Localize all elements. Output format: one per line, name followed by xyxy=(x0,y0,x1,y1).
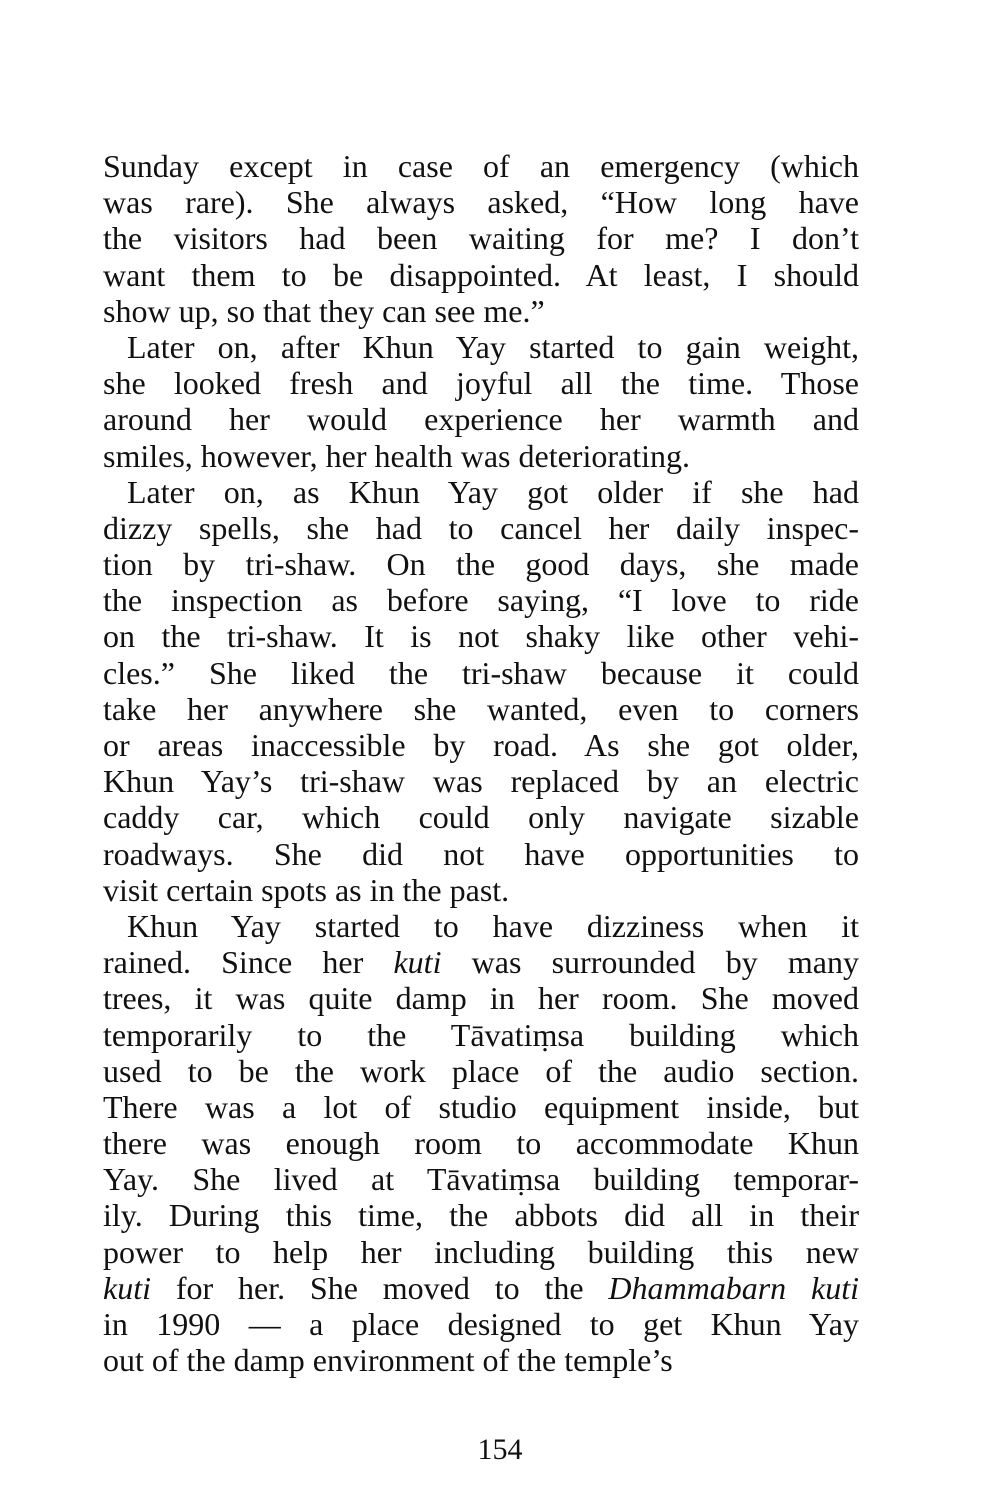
text-line: Later on, as Khun Yay got older if she had xyxy=(127,473,859,510)
text-line: was rare). She always asked, “How long have xyxy=(103,184,859,221)
text-line: visit certain spots as in the past. xyxy=(103,871,510,908)
italic-term: kuti xyxy=(103,1269,151,1306)
page-number: 154 xyxy=(477,1433,523,1466)
text-line: kuti for her. She moved to the Dhammabarn kuti xyxy=(103,1269,860,1306)
paragraph xyxy=(103,474,859,908)
text-line: she looked fresh and joyful all the time. Those xyxy=(103,365,859,402)
text-line: Yay. She lived at Tāvatiṃsa building temporar- xyxy=(103,1161,859,1198)
text-line: Later on, after Khun Yay started to gain weight, xyxy=(127,328,859,365)
text-line: in 1990 — a place designed to get Khun Yay xyxy=(103,1306,859,1342)
text-line: roadways. She did not have opportunities to xyxy=(103,835,859,872)
text-line: There was a lot of studio equipment inside, but xyxy=(103,1088,859,1125)
text-line: or areas inaccessible by road. As she got older, xyxy=(103,727,859,763)
text-line: cles.” She liked the tri-shaw because it could xyxy=(103,654,859,691)
italic-term: kuti xyxy=(393,944,442,981)
text-line: tion by tri-shaw. On the good days, she made xyxy=(103,546,859,583)
text-line: caddy car, which could only navigate sizable xyxy=(103,799,859,836)
text-line: there was enough room to accommodate Khun xyxy=(103,1125,859,1162)
paragraph xyxy=(103,908,859,1378)
paragraph xyxy=(103,148,859,329)
text-line: temporarily to the Tāvatiṃsa building which xyxy=(103,1016,859,1053)
text-line: the visitors had been waiting for me? I don’t xyxy=(103,220,859,257)
text-line: Khun Yay started to have dizziness when it xyxy=(127,907,859,944)
paragraph xyxy=(103,329,859,474)
text-line: trees, it was quite damp in her room. She moved xyxy=(103,980,859,1017)
text-line: around her would experience her warmth and xyxy=(103,401,859,438)
text-line: Khun Yay’s tri-shaw was replaced by an electric xyxy=(103,763,859,800)
text-line: ily. During this time, the abbots did all in their xyxy=(103,1197,859,1234)
text-line: want them to be disappointed. At least, I should xyxy=(103,256,859,293)
text-line: used to be the work place of the audio section. xyxy=(103,1052,859,1089)
text-line: rained. Since her kuti was surrounded by many xyxy=(103,944,860,981)
book-page-body xyxy=(103,148,859,1378)
text-line: on the tri-shaw. It is not shaky like other vehi- xyxy=(103,618,859,655)
text-line: Sunday except in case of an emergency (which xyxy=(103,148,859,184)
text-line: the inspection as before saying, “I love to ride xyxy=(103,582,859,619)
text-line: dizzy spells, she had to cancel her daily inspec- xyxy=(103,509,859,546)
italic-term: Dhammabarn kuti xyxy=(608,1269,860,1306)
text-line: smiles, however, her health was deteriorating. xyxy=(103,437,690,474)
text-line: take her anywhere she wanted, even to corners xyxy=(103,690,859,727)
text-line: show up, so that they can see me.” xyxy=(103,292,545,329)
text-line: power to help her including building this new xyxy=(103,1233,859,1270)
text-line: out of the damp environment of the temple’s xyxy=(103,1342,673,1379)
